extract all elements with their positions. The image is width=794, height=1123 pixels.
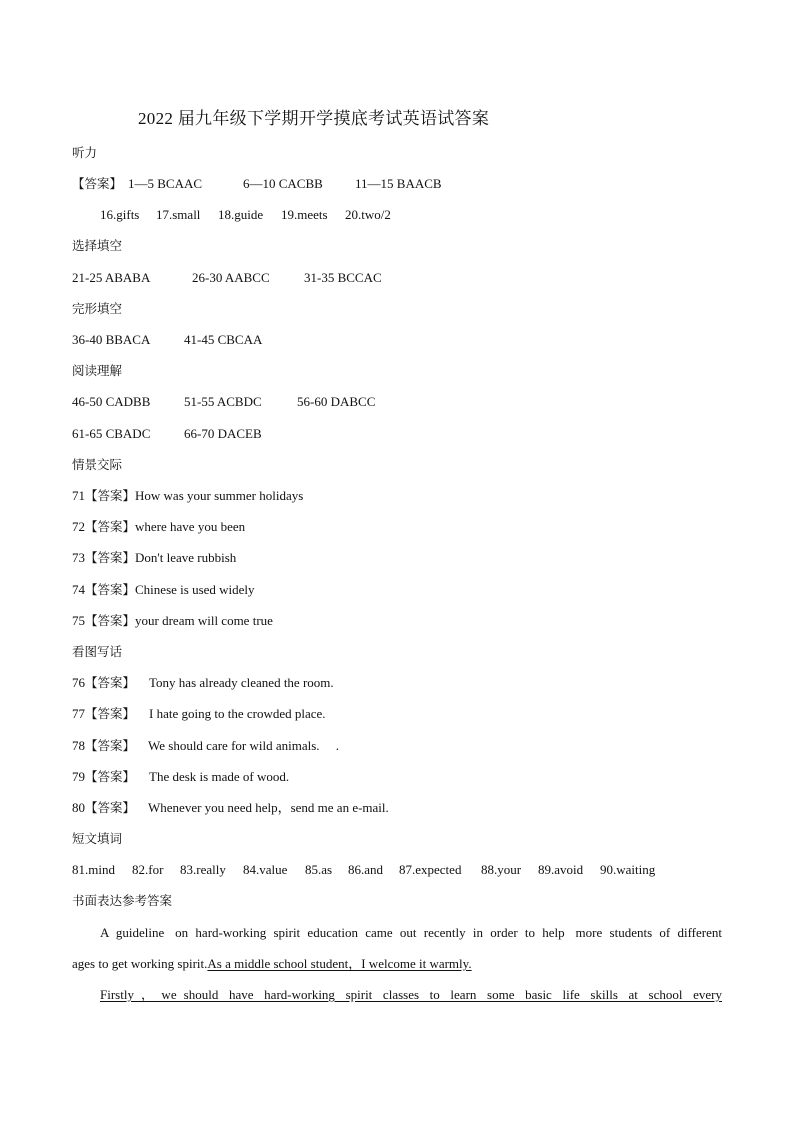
- question-number: 77: [72, 706, 85, 721]
- short-fill-row: [72, 861, 722, 879]
- choice-answer-row: [72, 269, 722, 287]
- answer-group: 6—10 CACBB: [243, 176, 323, 191]
- answer-line: [72, 487, 303, 505]
- section-heading-choice: 选择填空: [72, 238, 123, 253]
- question-number: 73: [72, 550, 85, 565]
- section-heading-dialogue: 情景交际: [72, 457, 123, 472]
- question-number: 71: [72, 488, 85, 503]
- fill-answer: 86.and: [348, 862, 384, 877]
- answer-text: We should care for wild animals. .: [148, 738, 340, 753]
- answer-tag: 【答案】: [72, 176, 123, 191]
- answer-group: 11—15 BAACB: [355, 176, 442, 191]
- essay-paragraph-line: A guideline on hard-working spirit education came out recently in order to help more students of different: [100, 925, 722, 940]
- fill-answer: 20.two/2: [345, 207, 391, 222]
- fill-answer: 90.waiting: [600, 862, 656, 877]
- answer-line: [72, 518, 245, 536]
- answer-group: 21-25 ABABA: [72, 270, 151, 285]
- answer-group: 56-60 DABCC: [297, 394, 376, 409]
- section-heading-short-fill: 短文填词: [72, 831, 123, 846]
- answer-group: 66-70 DACEB: [184, 426, 262, 441]
- answer-tag: 【答案】: [85, 800, 136, 815]
- answer-group: 61-65 CBADC: [72, 426, 151, 441]
- answer-line: [72, 768, 289, 786]
- answer-tag: 【答案】: [85, 675, 136, 690]
- answer-tag: 【答案】: [85, 550, 136, 565]
- fill-answer: 18.guide: [218, 207, 264, 222]
- essay-text: ages to get working spirit.: [72, 956, 208, 971]
- question-number: 79: [72, 769, 85, 784]
- answer-text: The desk is made of wood.: [149, 769, 290, 784]
- fill-answer: 82.for: [132, 862, 164, 877]
- answer-group: 1—5 BCAAC: [128, 176, 203, 191]
- answer-text: Chinese is used widely: [135, 582, 255, 597]
- page-title: 2022 届九年级下学期开学摸底考试英语试答案: [138, 109, 490, 128]
- fill-answer: 89.avoid: [538, 862, 584, 877]
- answer-group: 36-40 BBACA: [72, 332, 151, 347]
- section-heading-listening: 听力: [72, 145, 98, 160]
- listening-fill-row: [72, 206, 722, 224]
- answer-line: [72, 549, 236, 567]
- fill-answer: 88.your: [481, 862, 522, 877]
- essay-paragraph-line: [72, 986, 722, 1004]
- answer-line: [72, 581, 255, 599]
- section-heading-picture-writing: 看图写话: [72, 644, 123, 659]
- answer-line: [72, 799, 389, 817]
- question-number: 76: [72, 675, 85, 690]
- listening-answer-row: [72, 175, 722, 193]
- answer-text: your dream will come true: [135, 613, 273, 628]
- fill-answer: 83.really: [180, 862, 226, 877]
- essay-underlined-text: As a middle school student，I welcome it warmly.: [207, 956, 472, 971]
- answer-tag: 【答案】: [85, 613, 136, 628]
- answer-group: 41-45 CBCAA: [184, 332, 263, 347]
- answer-group: 31-35 BCCAC: [304, 270, 382, 285]
- question-number: 75: [72, 613, 85, 628]
- fill-answer: 16.gifts: [100, 207, 140, 222]
- answer-tag: 【答案】: [85, 519, 136, 534]
- answer-line: [72, 737, 339, 755]
- fill-answer: 85.as: [305, 862, 333, 877]
- answer-line: [72, 705, 326, 723]
- fill-answer: 84.value: [243, 862, 288, 877]
- question-number: 80: [72, 800, 85, 815]
- cloze-answer-row: [72, 331, 722, 349]
- reading-answer-row: [72, 393, 722, 411]
- question-number: 72: [72, 519, 85, 534]
- fill-answer: 87.expected: [399, 862, 462, 877]
- answer-tag: 【答案】: [85, 706, 136, 721]
- essay-underlined-text: Firstly ， we should have hard-working spirit classes to learn some basic life skills at school every: [100, 987, 722, 1002]
- answer-line: [72, 674, 334, 692]
- fill-answer: 81.mind: [72, 862, 115, 877]
- answer-group: 46-50 CADBB: [72, 394, 151, 409]
- question-number: 74: [72, 582, 85, 597]
- section-heading-reading: 阅读理解: [72, 363, 123, 378]
- fill-answer: 19.meets: [281, 207, 328, 222]
- reading-answer-row: [72, 425, 722, 443]
- answer-line: [72, 612, 273, 630]
- answer-text: I hate going to the crowded place.: [149, 706, 326, 721]
- answer-text: Whenever you need help，send me an e-mail.: [148, 800, 389, 815]
- answer-tag: 【答案】: [85, 488, 136, 503]
- fill-answer: 17.small: [156, 207, 201, 222]
- answer-text: Tony has already cleaned the room.: [149, 675, 334, 690]
- answer-text: Don't leave rubbish: [135, 550, 237, 565]
- section-heading-cloze: 完形填空: [72, 301, 123, 316]
- answer-group: 51-55 ACBDC: [184, 394, 262, 409]
- answer-group: 26-30 AABCC: [192, 270, 270, 285]
- answer-tag: 【答案】: [85, 738, 136, 753]
- answer-text: where have you been: [135, 519, 246, 534]
- essay-paragraph-line: [72, 955, 722, 973]
- answer-tag: 【答案】: [85, 769, 136, 784]
- answer-text: How was your summer holidays: [135, 488, 304, 503]
- answer-tag: 【答案】: [85, 582, 136, 597]
- question-number: 78: [72, 738, 85, 753]
- section-heading-essay: 书面表达参考答案: [72, 893, 173, 908]
